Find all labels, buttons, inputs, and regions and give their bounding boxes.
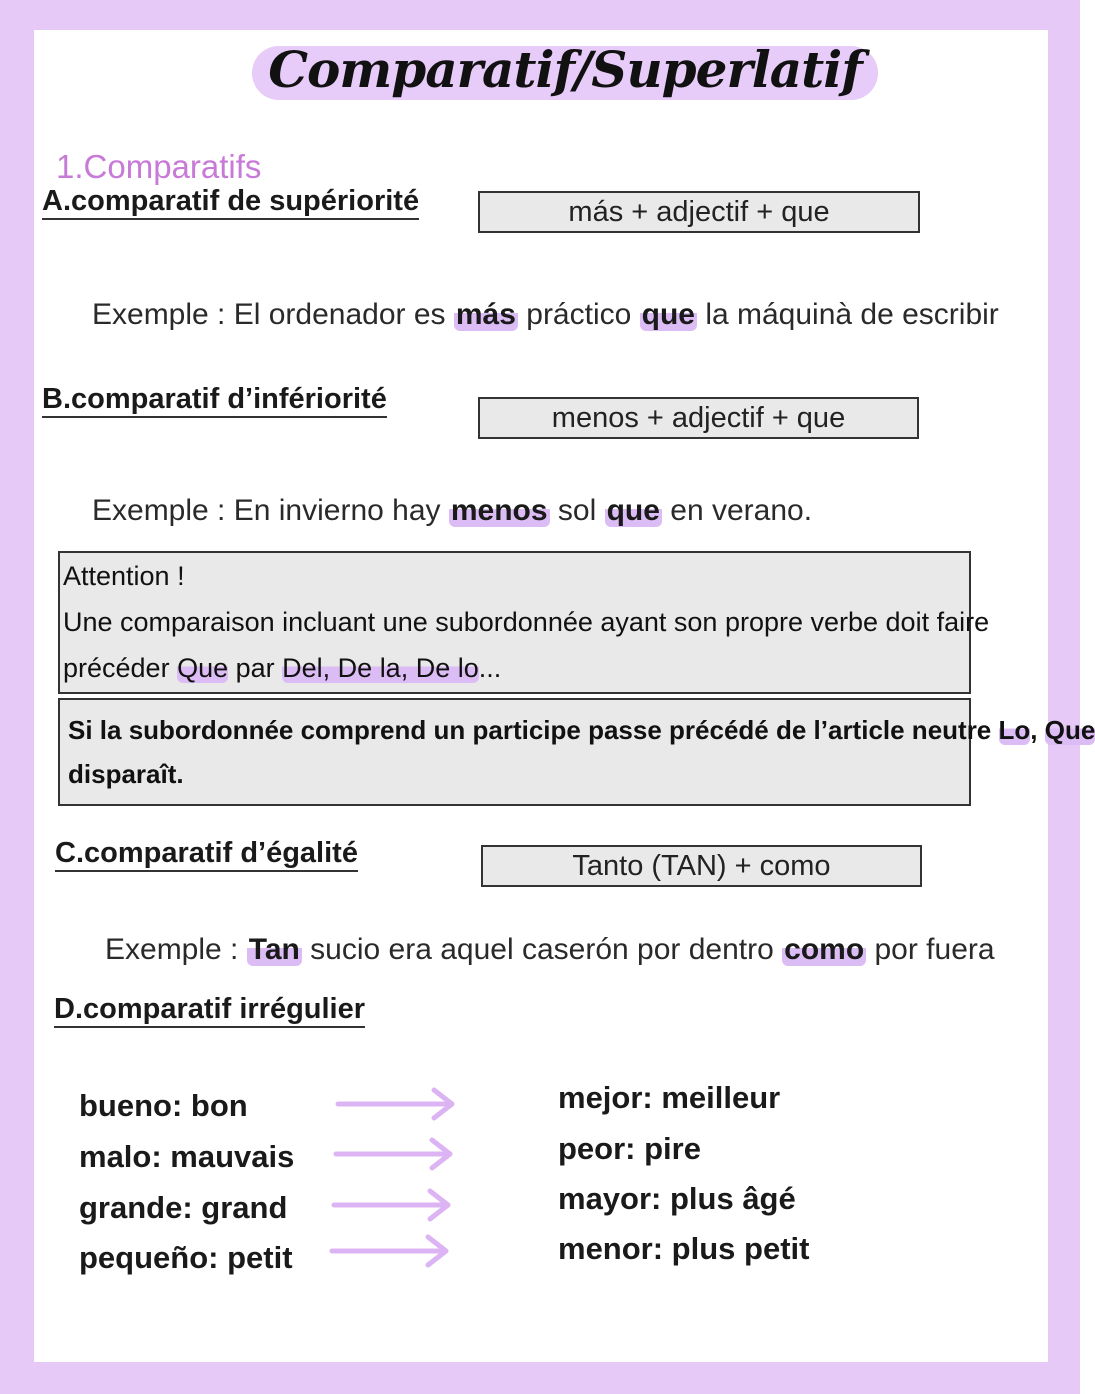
attention-line — [63, 645, 969, 691]
example-text: por fuera — [866, 933, 995, 966]
attention-title: Attention ! — [63, 561, 185, 591]
page-title: Comparatif/Superlatif — [268, 40, 862, 99]
example-text: sucio era aquel caserón por dentro — [301, 933, 783, 966]
note-text: , — [1030, 715, 1045, 745]
heading-inferiority: B.comparatif d’infériorité — [42, 384, 387, 418]
example-text: en verano. — [661, 494, 813, 527]
irregular-base: grande: grand — [79, 1190, 288, 1225]
formula-equality: Tanto (TAN) + como — [481, 845, 922, 887]
irregular-base: malo: mauvais — [79, 1139, 295, 1174]
frame-right — [1048, 0, 1080, 1394]
formula-inferiority: menos + adjectif + que — [478, 397, 919, 439]
attention-text: ... — [478, 653, 502, 683]
frame-bottom — [0, 1362, 1080, 1394]
arrow-right-icon — [332, 1187, 454, 1223]
arrow-right-icon — [334, 1136, 456, 1172]
frame-top — [0, 0, 1080, 30]
keyword-highlight: más — [455, 298, 516, 331]
heading-equality: C.comparatif d’égalité — [55, 838, 358, 872]
example-equality — [105, 933, 995, 967]
attention-box — [58, 551, 990, 694]
irregular-comparative: peor: pire — [558, 1131, 701, 1166]
note-line: disparaît. — [68, 759, 184, 789]
irregular-base: pequeño: petit — [79, 1240, 293, 1275]
arrow-right-icon — [330, 1233, 452, 1269]
note-box — [58, 698, 1095, 806]
keyword-highlight: Del, De la, De lo — [282, 653, 479, 683]
irregular-comparative: menor: plus petit — [558, 1231, 810, 1266]
note-text: Si la subordonnée comprend un participe passe précédé de l’article neutre — [68, 715, 999, 745]
irregular-comparative: mayor: plus âgé — [558, 1181, 796, 1216]
example-text: Exemple : — [105, 933, 247, 966]
irregular-base: bueno: bon — [79, 1088, 248, 1123]
keyword-highlight: Que — [177, 653, 229, 683]
keyword-highlight: como — [784, 933, 865, 966]
note-line — [68, 708, 1095, 752]
formula-superiority: más + adjectif + que — [478, 191, 920, 233]
keyword-highlight: Que — [1044, 715, 1095, 745]
arrow-right-icon — [336, 1086, 458, 1122]
keyword-highlight: menos — [450, 494, 548, 527]
attention-line: Une comparaison incluant une subordonnée ayant son propre verbe doit faire — [63, 607, 990, 637]
attention-text: par — [228, 653, 283, 683]
frame-left — [0, 0, 34, 1394]
example-inferiority — [92, 494, 812, 528]
example-text: sol — [549, 494, 605, 527]
attention-text: précéder — [63, 653, 178, 683]
example-text: la máquinà de escribir — [696, 298, 999, 331]
irregular-comparative: mejor: meilleur — [558, 1080, 781, 1115]
keyword-highlight: que — [641, 298, 695, 331]
example-text: Exemple : En invierno hay — [92, 494, 449, 527]
example-text: Exemple : El ordenador es — [92, 298, 454, 331]
example-text: práctico — [517, 298, 640, 331]
section-title: 1.Comparatifs — [56, 148, 262, 185]
heading-irregular: D.comparatif irrégulier — [54, 994, 365, 1028]
keyword-highlight: Tan — [248, 933, 300, 966]
heading-superiority: A.comparatif de supériorité — [42, 186, 419, 220]
keyword-highlight: que — [606, 494, 660, 527]
keyword-highlight: Lo — [998, 715, 1031, 745]
example-superiority — [92, 298, 999, 332]
